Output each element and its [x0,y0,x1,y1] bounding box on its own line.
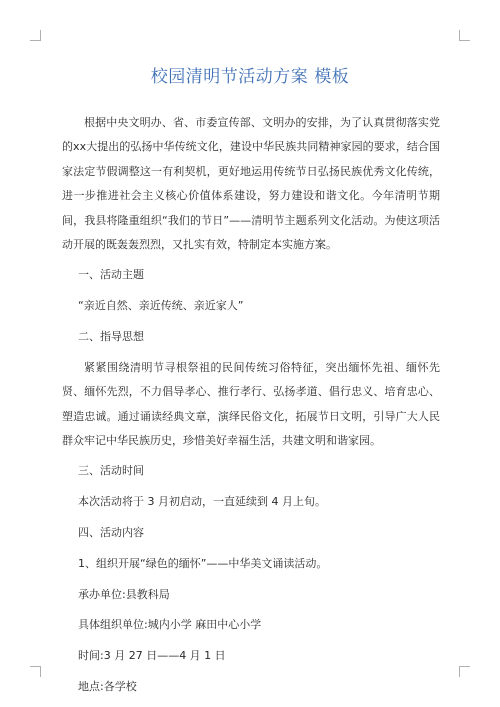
section-heading-guiding: 二、指导思想 [78,330,144,344]
executors-line: 具体组织单位:城内小学 麻田中心小学 [78,618,262,632]
crop-mark-top-left [30,30,41,41]
guiding-paragraph: 紧紧围绕清明节寻根祭祖的民间传统习俗特征，突出缅怀先祖、缅怀先贤、缅怀先烈，不力倡导孝心、推行孝行、弘扬孝道、倡行忠义、培育忠心、塑造忠诚。通过诵读经典文章，演绎民俗文化，拓展节日文明，引导广大人民群众牢记中华民族历史，珍惜美好幸福生活，共建文明和谐家园。 [62,360,440,448]
document-title: 校园清明节活动方案 模板 [150,67,350,87]
time-text: 本次活动将于 3 月初启动，一直延续到 4 月上旬。 [78,495,326,509]
section-heading-time: 三、活动时间 [78,464,144,478]
crop-mark-bottom-left [30,666,41,677]
activity-item-1: 1、组织开展“绿色的缅怀”——中华美文诵读活动。 [78,556,328,570]
crop-mark-bottom-right [459,666,470,677]
location-line: 地点:各学校 [78,680,137,694]
intro-paragraph: 根据中央文明办、省、市委宣传部、文明办的安排，为了认真贯彻落实党的xx大提出的弘扬中华传统文化，建设中华民族共同精神家园的要求，结合国家法定节假调整这一有利契机，更好地运用传统节日弘扬民族优秀文化传统，进一步推进社会主义核心价值体系建设，努力建设和谐文化。今年清明节期间，我县将隆重组织“我们的节日”——清明节主题系列文化活动。为使这项活动开展的既轰轰烈烈，又扎实有效，特制定本实施方案。 [62,116,440,252]
organizer-line: 承办单位:县教科局 [78,587,170,601]
period-line: 时间:3 月 27 日——4 月 1 日 [78,649,226,663]
document-body [62,111,440,706]
section-heading-content: 四、活动内容 [78,526,144,540]
crop-mark-top-right [459,30,470,41]
section-heading-theme: 一、活动主题 [78,268,144,282]
theme-text: “亲近自然、亲近传统、亲近家人” [78,299,244,313]
